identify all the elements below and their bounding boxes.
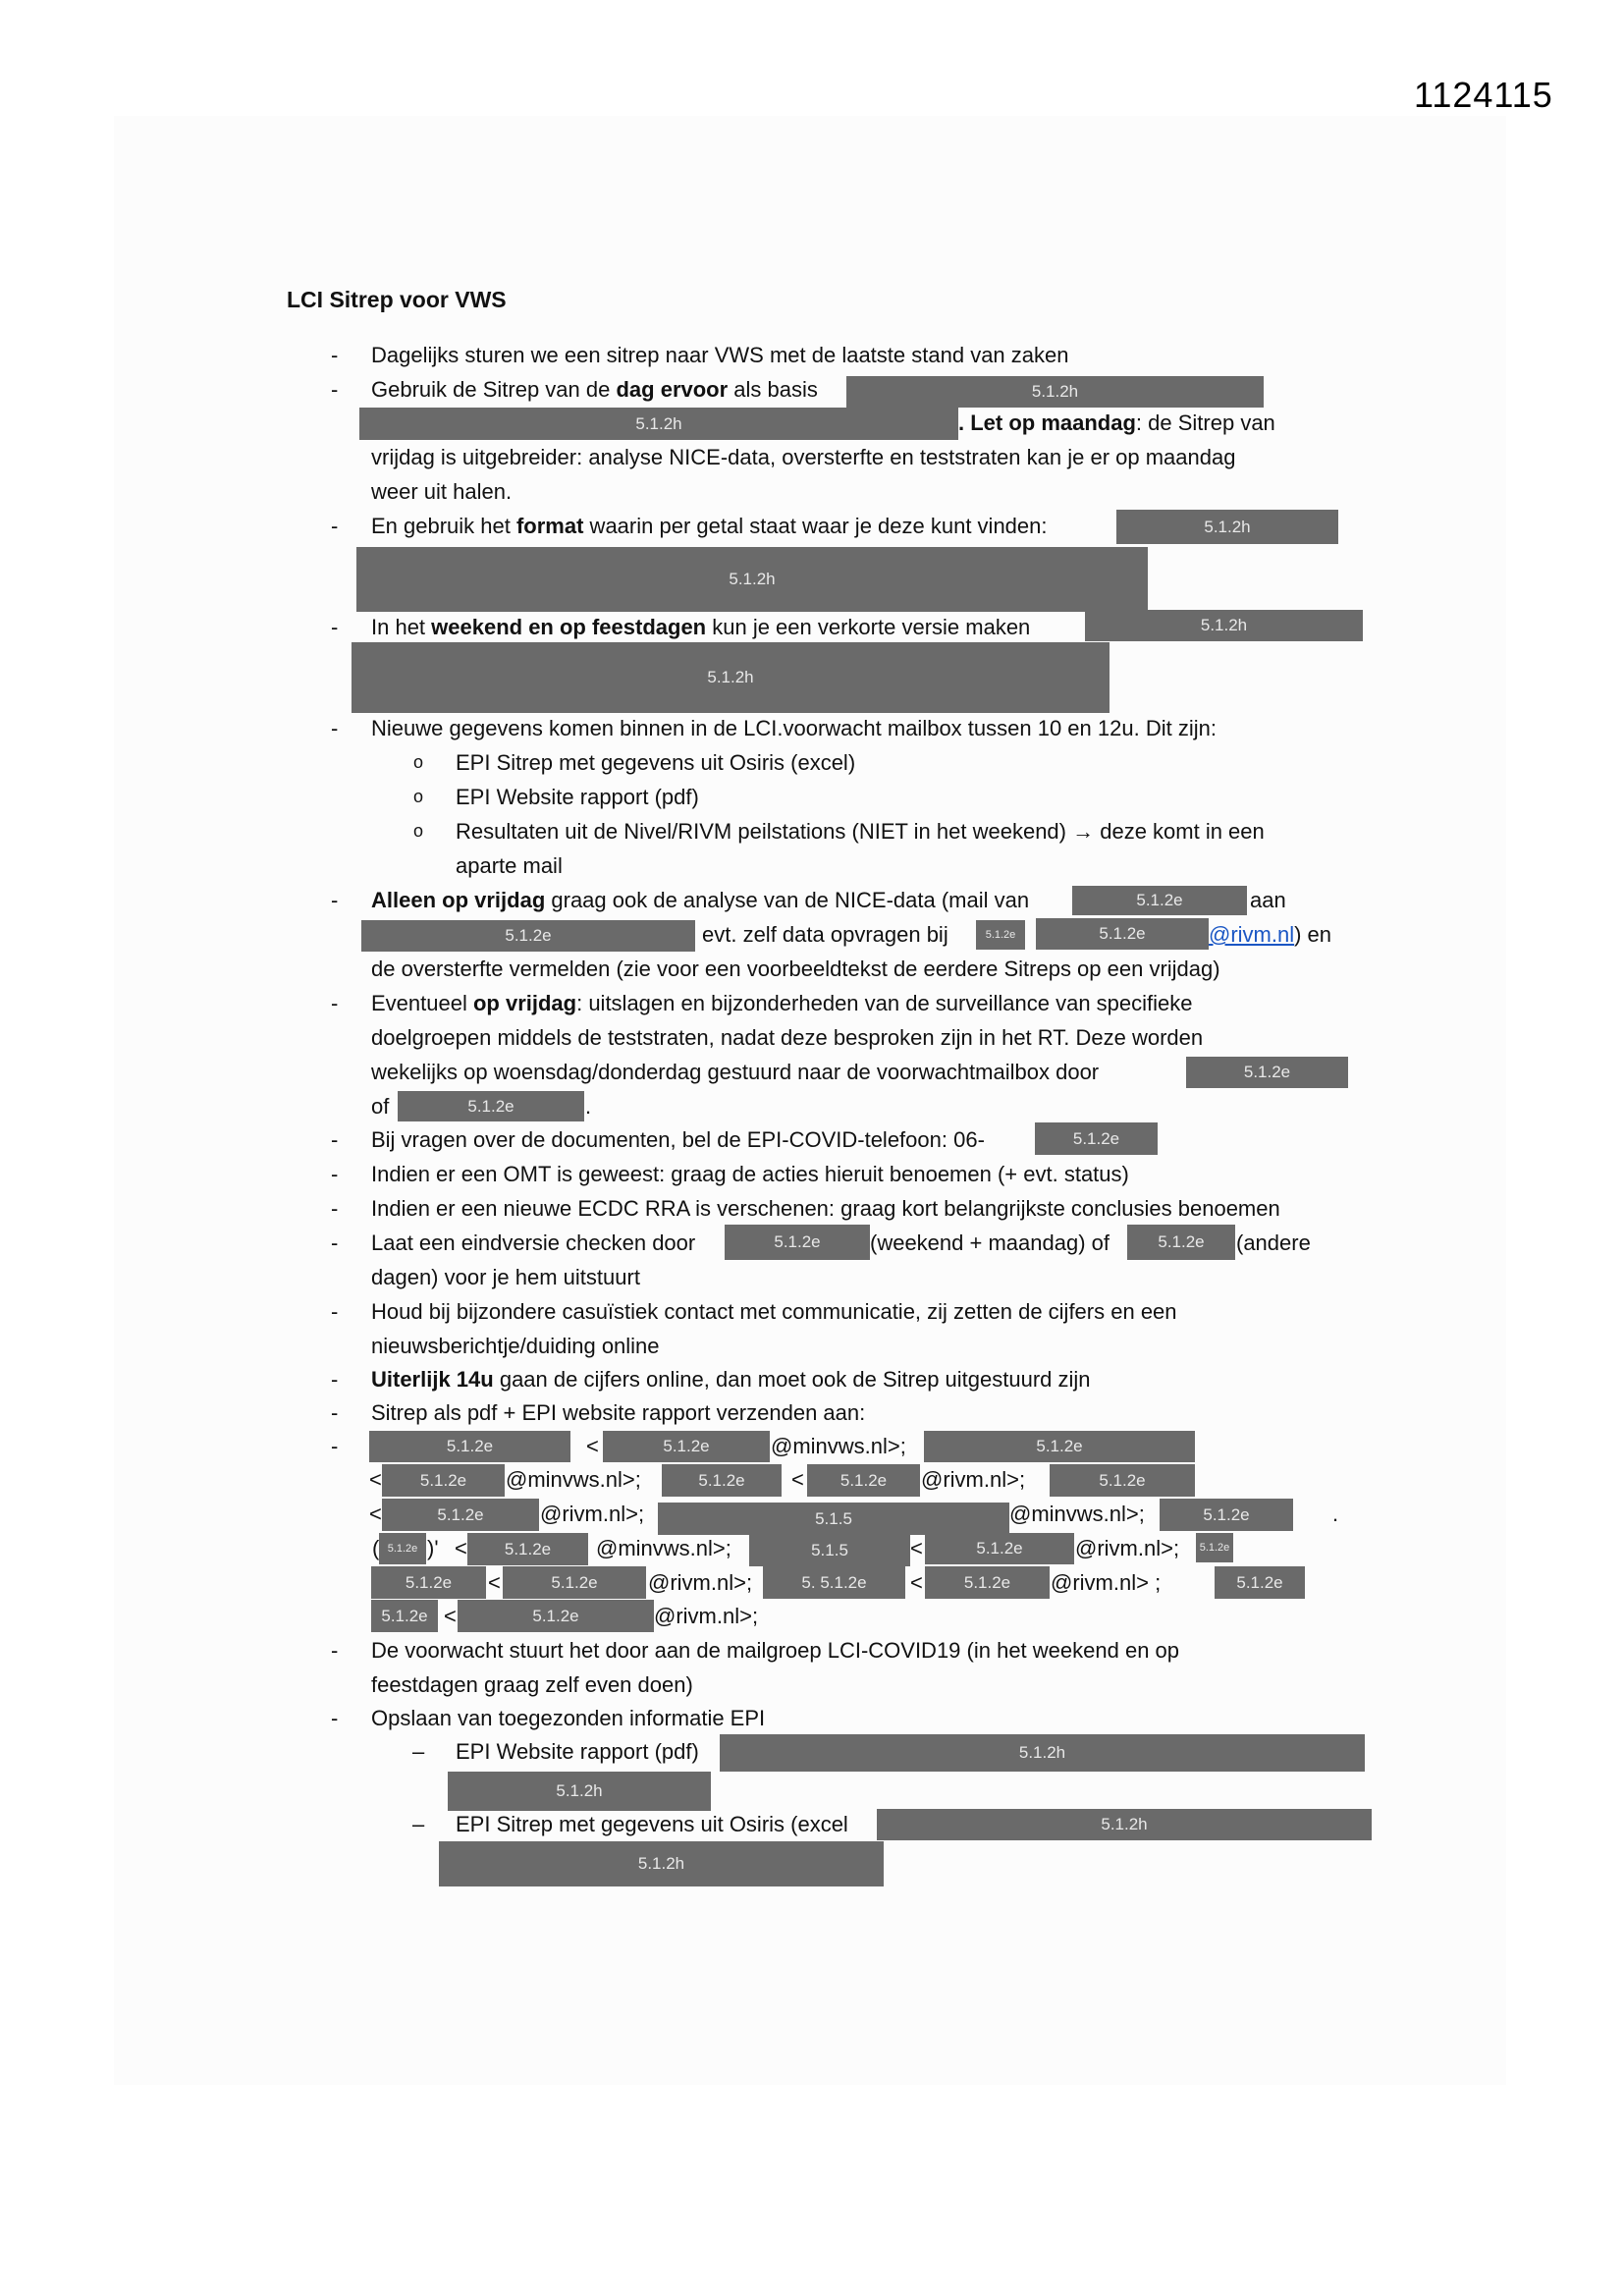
item-text: Gebruik de Sitrep van de (371, 377, 617, 402)
sub-item: EPI Sitrep met gegevens uit Osiris (excel) (456, 750, 856, 775)
item-text: evt. zelf data opvragen bij (702, 922, 948, 947)
redaction-block (763, 1566, 905, 1599)
sub-item-continuation: aparte mail (456, 853, 563, 878)
redaction-block: 5.1.2e (725, 1225, 870, 1260)
item-continuation: de oversterfte vermelden (zie voor een voorbeeldtekst de eerdere Sitreps op een vrijdag) (371, 957, 1220, 981)
rivm-email-link[interactable]: @rivm.nl (1209, 922, 1295, 947)
bullet-dash: - (331, 615, 339, 639)
email-domain: @rivm.nl>; (1075, 1536, 1180, 1560)
list-item-basis (371, 373, 818, 406)
item-text: < (444, 1604, 457, 1628)
item-text: graag ook de analyse van de NICE-data (mail van (545, 888, 1030, 912)
redaction-block: 5.1.2e (925, 1566, 1050, 1599)
item-continuation: feestdagen graag zelf even doen) (371, 1672, 693, 1697)
item-text: < (455, 1536, 467, 1560)
item-text: gaan de cijfers online, dan moet ook de Sitrep uitgestuurd zijn (493, 1367, 1091, 1392)
bullet-dash: - (331, 716, 339, 740)
item-bold: dag ervoor (616, 377, 729, 402)
item-bold: Alleen op vrijdag (371, 888, 546, 912)
redaction-block: 5.1.2h (439, 1841, 884, 1886)
redaction-block: 5.1.2e (1160, 1499, 1293, 1531)
email-domain: @rivm.nl>; (654, 1604, 759, 1628)
redaction-block: 5.1.2e (603, 1431, 770, 1462)
item-continuation: doelgroepen middels de teststraten, nadat deze besproken zijn in het RT. Deze worden (371, 1025, 1204, 1050)
email-domain: @minvws.nl>; (506, 1467, 641, 1492)
bullet-dash: - (331, 1299, 339, 1324)
list-item-forward: De voorwacht stuurt het door aan de mailgroep LCI-COVID19 (in het weekend en op (371, 1638, 1180, 1663)
redaction-block: 5.1.2e (1127, 1225, 1235, 1260)
redaction-block: 5.1.2e (361, 920, 695, 952)
redaction-block: 5.1.2e (369, 1431, 570, 1462)
item-text: < (586, 1434, 599, 1458)
bullet-dash: - (331, 514, 339, 538)
sub-item: EPI Sitrep met gegevens uit Osiris (excel (456, 1812, 848, 1836)
item-text: < (791, 1467, 804, 1492)
list-item-communication: Houd bij bijzondere casuïstiek contact met communicatie, zij zetten de cijfers en een (371, 1299, 1177, 1324)
redaction-label: 5.1.2e (820, 1572, 867, 1592)
bullet-dash: - (331, 991, 339, 1015)
monday-note (958, 407, 1275, 439)
item-bold: Uiterlijk 14u (371, 1367, 494, 1392)
redaction-block: 5.1.2e (976, 920, 1025, 950)
redaction-block: 5.1.2e (398, 1091, 584, 1121)
item-text: < (910, 1570, 923, 1595)
item-text: ) en (1294, 922, 1332, 947)
list-item-omt: Indien er een OMT is geweest: graag de acties hieruit benoemen (+ evt. status) (371, 1162, 1129, 1186)
redaction-block: 5.1.2e (503, 1566, 646, 1599)
sub-item: Resultaten uit de Nivel/RIVM peilstations (NIET in het weekend) → deze komt in een (456, 819, 1265, 844)
item-text: Eventueel (371, 991, 473, 1015)
email-domain: @minvws.nl>; (771, 1434, 906, 1458)
bullet-dash: - (331, 1367, 339, 1392)
redaction-block: 5.1.2h (1085, 610, 1363, 641)
email-domain: @minvws.nl>; (596, 1536, 731, 1560)
item-text: Dagelijks sturen we een sitrep naar VWS met de laatste stand van zaken (371, 343, 1069, 367)
redaction-block: 5.1.2e (1050, 1464, 1195, 1497)
email-domain: @rivm.nl>; (921, 1467, 1026, 1492)
email-domain: @rivm.nl>; (540, 1502, 645, 1526)
redaction-block: 5.1.2h (720, 1734, 1365, 1772)
bullet-dash: - (331, 343, 339, 367)
bullet-dash: - (331, 1196, 339, 1221)
list-item-store: Opslaan van toegezonden informatie EPI (371, 1706, 766, 1730)
item-text: als basis (728, 377, 818, 402)
redaction-block: 5.1.2h (352, 642, 1110, 713)
list-item-send: Sitrep als pdf + EPI website rapport verzenden aan: (371, 1400, 866, 1425)
item-text: of (371, 1094, 390, 1119)
list-item-check: Laat een eindversie checken door (371, 1230, 696, 1255)
redaction-block: 5.1.2e (924, 1431, 1195, 1462)
list-item-deadline (371, 1363, 1091, 1395)
bullet-dash: - (331, 377, 339, 402)
redaction-block: 5.1.2e (1035, 1122, 1158, 1155)
redaction-block: 5.1.2e (1036, 918, 1209, 950)
bullet-circle: o (413, 821, 424, 841)
email-text (1209, 918, 1331, 951)
bullet-dash: - (331, 888, 339, 912)
item-continuation: dagen) voor je hem uitstuurt (371, 1265, 640, 1289)
redaction-block: 5.1.2e (382, 1499, 539, 1531)
list-item-daily (371, 339, 1068, 371)
list-item-weekend (371, 611, 1030, 643)
email-domain: @rivm.nl>; (648, 1570, 753, 1595)
item-text: < (369, 1467, 382, 1492)
item-text: ( (372, 1536, 380, 1560)
item-text: : uitslagen en bijzonderheden van de surveillance van specifieke (576, 991, 1193, 1015)
bullet-dash: - (331, 1230, 339, 1255)
redaction-block: 5.1.2e (1215, 1566, 1305, 1599)
redaction-block: 5.1.2h (1116, 510, 1338, 544)
redaction-block: 5.1.2e (467, 1533, 588, 1565)
redaction-block: 5.1.2e (382, 1464, 505, 1497)
bullet-dash: - (331, 1162, 339, 1186)
item-bold: weekend en op feestdagen (431, 615, 707, 639)
item-text: (andere (1236, 1230, 1311, 1255)
item-text: kun je een verkorte versie maken (706, 615, 1031, 639)
list-item-ecdc: Indien er een nieuwe ECDC RRA is verschenen: graag kort belangrijkste conclusies benoemen (371, 1196, 1280, 1221)
bullet-dash: - (331, 1706, 339, 1730)
bullet-circle: o (413, 752, 424, 772)
redaction-label: 5. (801, 1572, 816, 1592)
item-text: (weekend + maandag) of (870, 1230, 1110, 1255)
item-bold: . Let op maandag (958, 410, 1136, 435)
item-text: In het (371, 615, 432, 639)
item-continuation: wekelijks op woensdag/donderdag gestuurd naar de voorwachtmailbox door (371, 1060, 1100, 1084)
list-item-new-data: Nieuwe gegevens komen binnen in de LCI.voorwacht mailbox tussen 10 en 12u. Dit zijn: (371, 716, 1217, 740)
redaction-block: 5.1.2h (356, 547, 1148, 612)
item-text: < (488, 1570, 501, 1595)
item-text: < (910, 1536, 923, 1560)
bullet-endash: – (412, 1812, 425, 1836)
redaction-block: 5.1.5 (658, 1503, 1009, 1535)
item-text: En gebruik het (371, 514, 516, 538)
item-text: waarin per getal staat waar je deze kunt vinden: (583, 514, 1048, 538)
list-item-phone: Bij vragen over de documenten, bel de EPI-COVID-telefoon: 06- (371, 1127, 985, 1152)
email-domain: @rivm.nl> ; (1051, 1570, 1162, 1595)
redaction-block: 5.1.2h (877, 1809, 1372, 1840)
redaction-block: 5.1.2e (1196, 1533, 1233, 1562)
redaction-block: 5.1.5 (749, 1535, 910, 1566)
redaction-block: 5.1.2e (1072, 886, 1247, 915)
item-text: < (369, 1502, 382, 1526)
redaction-block: 5.1.2e (379, 1533, 426, 1564)
item-text: . (585, 1094, 592, 1119)
item-bold: op vrijdag (472, 991, 577, 1015)
redaction-block: 5.1.2e (371, 1600, 438, 1632)
list-item-optional (371, 987, 1193, 1019)
item-text: )' (427, 1536, 439, 1560)
redaction-block: 5.1.2e (807, 1464, 920, 1497)
redaction-block: 5.1.2e (371, 1566, 486, 1599)
item-continuation: vrijdag is uitgebreider: analyse NICE-data, oversterfte en teststraten kan je er op maandag (371, 445, 1236, 469)
document-title: LCI Sitrep voor VWS (287, 287, 507, 312)
item-text: aan (1250, 888, 1286, 912)
item-text: : de Sitrep van (1135, 410, 1275, 435)
sub-item: EPI Website rapport (pdf) (456, 785, 699, 809)
redaction-block: 5.1.2e (1186, 1057, 1348, 1088)
item-bold: format (515, 514, 584, 538)
email-domain: @minvws.nl>; (1009, 1502, 1145, 1526)
list-item-friday (371, 884, 1029, 916)
bullet-dash: - (331, 1638, 339, 1663)
bullet-dash: - (331, 1400, 339, 1425)
redaction-block: 5.1.2e (925, 1533, 1074, 1564)
bullet-circle: o (413, 787, 424, 806)
redaction-block: 5.1.2e (458, 1600, 654, 1632)
document-number: 1124115 (1414, 75, 1553, 115)
list-item-format (371, 510, 1048, 542)
item-text: . (1332, 1502, 1339, 1526)
sub-item: EPI Website rapport (pdf) (456, 1739, 699, 1764)
item-continuation: nieuwsberichtje/duiding online (371, 1334, 660, 1358)
bullet-dash: - (331, 1434, 339, 1458)
bullet-endash: – (412, 1739, 425, 1764)
item-continuation: weer uit halen. (371, 479, 513, 504)
redaction-block: 5.1.2h (359, 408, 958, 440)
redaction-block: 5.1.2h (846, 376, 1264, 408)
redaction-block: 5.1.2h (448, 1772, 711, 1811)
bullet-dash: - (331, 1127, 339, 1152)
redaction-block: 5.1.2e (662, 1464, 782, 1497)
